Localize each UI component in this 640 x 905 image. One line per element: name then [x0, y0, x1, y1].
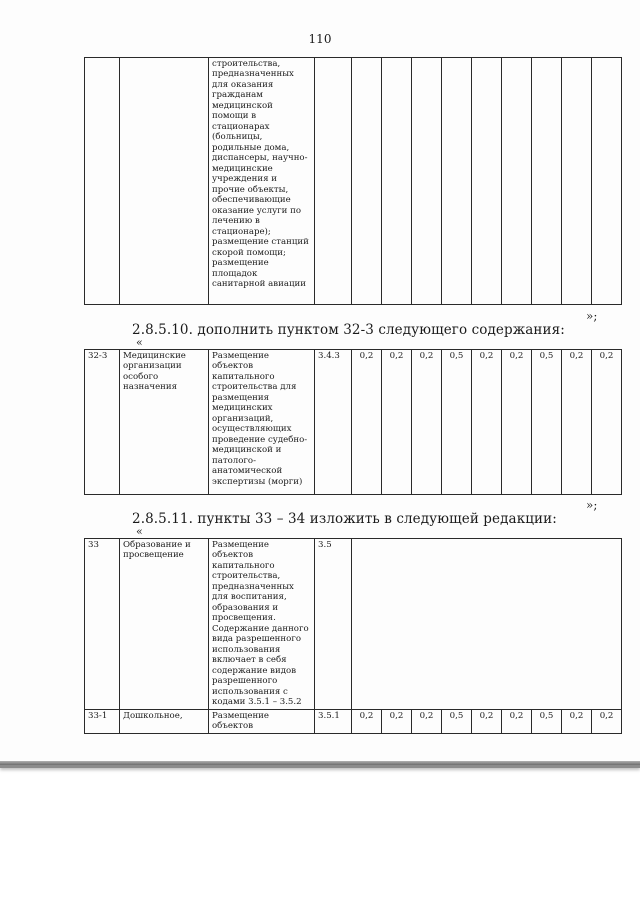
cell-value: 0,2 [592, 350, 622, 495]
cell-value: 0,5 [442, 350, 472, 495]
table-row [85, 539, 622, 710]
cell-value: 0,2 [382, 709, 412, 733]
cell-code: 3.4.3 [315, 350, 352, 495]
table-row [85, 709, 622, 733]
cell-value: 0,2 [472, 350, 502, 495]
closing-quote: »; [586, 309, 598, 323]
cell-value: 0,2 [562, 709, 592, 733]
cell-num: 33 [85, 539, 120, 710]
cell-value [382, 58, 412, 305]
cell-name: Образование и просвещение [120, 539, 209, 710]
cell-code [315, 58, 352, 305]
cell-name: Медицинские организации особого назначения [120, 350, 209, 495]
cell-value: 0,2 [562, 350, 592, 495]
cell-value: 0,2 [352, 709, 382, 733]
cell-value: 0,2 [352, 350, 382, 495]
cell-name [120, 58, 209, 305]
opening-quote: « [136, 525, 143, 538]
cell-value: 0,2 [382, 350, 412, 495]
cell-value: 0,5 [442, 709, 472, 733]
cell-description: строительства, предназначенных для оказания гражданам медицинской помощи в стационарах (больницы, родильные дома, диспансеры, научно-медицинские учреждения и прочие объекты, обеспечивающие оказание услуги по лечению в стационаре); размещение станций скорой помощи; размещение площадок санитарной авиации [209, 58, 315, 305]
table-row [85, 350, 622, 495]
cell-code: 3.5 [315, 539, 352, 710]
cell-value [442, 58, 472, 305]
cell-description: Размещение объектов капитального строительства, предназначенных для воспитания, образования и просвещения. Содержание данного вида разрешенного использования включает в себя содержание видов разрешенного использования с кодами 3.5.1 – 3.5.2 [209, 539, 315, 710]
table-33 [84, 538, 622, 734]
page-number: 110 [308, 32, 332, 46]
closing-quote: »; [586, 498, 598, 512]
cell-description: Размещение объектов [209, 709, 315, 733]
table-continuation [84, 57, 622, 305]
table-32-3 [84, 349, 622, 495]
cell-value: 0,2 [502, 709, 532, 733]
cell-num: 32-3 [85, 350, 120, 495]
table-row [85, 58, 622, 305]
cell-value: 0,2 [412, 350, 442, 495]
cell-value: 0,2 [472, 709, 502, 733]
cell-value: 0,2 [592, 709, 622, 733]
cell-description: Размещение объектов капитального строительства для размещения медицинских организаций, осуществляющих проведение судебно-медицинской и патолого-анатомической экспертизы (морги) [209, 350, 315, 495]
cell-value [562, 58, 592, 305]
cell-value: 0,2 [502, 350, 532, 495]
cell-value [472, 58, 502, 305]
cell-value: 0,5 [532, 709, 562, 733]
cell-value [532, 58, 562, 305]
cell-value [352, 58, 382, 305]
cell-name: Дошкольное, [120, 709, 209, 733]
cell-merged-empty [352, 539, 622, 710]
cell-value [502, 58, 532, 305]
section-heading: 2.8.5.10. дополнить пунктом 32-3 следующего содержания: [132, 322, 565, 338]
cell-value [592, 58, 622, 305]
cell-value [412, 58, 442, 305]
cell-code: 3.5.1 [315, 709, 352, 733]
section-heading: 2.8.5.11. пункты 33 – 34 изложить в следующей редакции: [132, 511, 557, 527]
cell-num: 33-1 [85, 709, 120, 733]
opening-quote: « [136, 336, 143, 349]
cell-num [85, 58, 120, 305]
cell-value: 0,5 [532, 350, 562, 495]
cell-value: 0,2 [412, 709, 442, 733]
